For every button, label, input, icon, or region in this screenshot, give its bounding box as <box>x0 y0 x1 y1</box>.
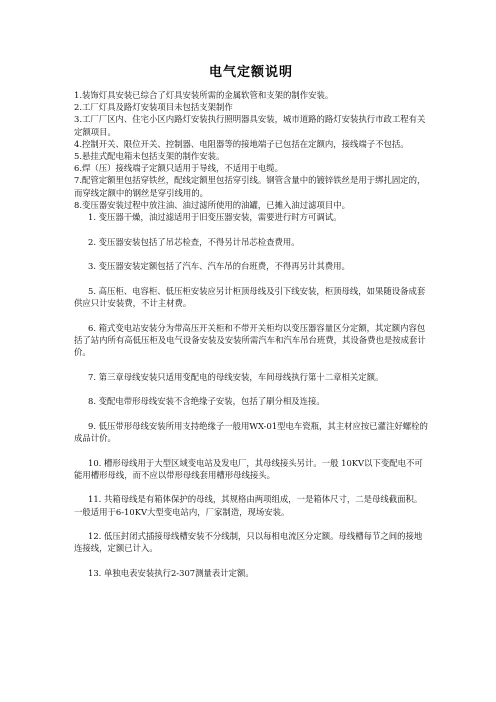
paragraph-item: 1. 变压器干燥，油过滤适用于旧变压器安装，需要进行时方可调试。 <box>88 212 342 223</box>
paragraph-item: 2. 变压器安装包括了吊芯检查，不得另计吊芯检查费用。 <box>88 236 300 247</box>
note-item: 7.配管定额里包括穿铁丝，配线定额里包括穿引线。钢管含量中的镀锌铁丝是用于绑扎固定的，而穿线定额中的钢丝是穿引线用的。 <box>74 175 426 198</box>
paragraph-item: 7. 第三章母线安装只适用变配电的母线安装，车间母线执行第十二章相关定额。 <box>88 371 384 382</box>
note-item: 3.工厂厂区内、住宅小区内路灯安装执行照明器具安装，城市道路的路灯安装执行市政工程有关定额项目。 <box>74 114 426 137</box>
paragraph-item: 6. 箱式变电站安装分为带高压开关柜和不带开关柜均以变压器容量区分定额，其定额内容包括了站内所有高低压柜及电气设备安装及安装所需汽车和汽车吊台班费，其设备费也是按成套计价。 <box>74 322 426 358</box>
indented-paragraphs-list <box>74 211 428 579</box>
note-item: 8.变压器安装过程中放注油、油过滤所使用的油罐，已摊入油过滤项目中。 <box>74 199 350 210</box>
paragraph-item: 5. 高压柜、电容柜、低压柜安装应另计柜顶母线及引下线安装，柜顶母线，如果随设备成套供应只计安装费，不计主材费。 <box>74 285 426 309</box>
note-item: 5.悬挂式配电箱未包括支架的制作安装。 <box>74 151 225 162</box>
paragraph-item: 13. 单独电表安装执行2-307测量表计定额。 <box>88 567 254 578</box>
paragraph-item: 10. 槽形母线用于大型区域变电站及发电厂，其母线接头另计。一般 10KV以下变配电不可能用槽形母线，而不应以带形母线套用槽形母线接头。 <box>74 457 423 480</box>
note-item: 2.工厂灯具及路灯安装项目未包括支架制作 <box>74 102 233 113</box>
document-title: 电气定额说明 <box>208 65 293 80</box>
note-item: 6.焊（压）接线端子定额只适用于导线，不适用于电缆。 <box>74 163 283 174</box>
note-item: 4.控制开关、限位开关、控制器、电阻器等的接地端子已包括在定额内，接线端子不包括。 <box>74 138 409 149</box>
paragraph-item: 8. 变配电带形母线安装不含绝缘子安装，包括了刷分相及连接。 <box>88 396 325 407</box>
paragraph-item: 3. 变压器安装定额包括了汽车、汽车吊的台班费，不得再另计其费用。 <box>88 261 350 272</box>
note-item: 1.装饰灯具安装已综合了灯具安装所需的金属软管和支架的制作安装。 <box>74 90 334 100</box>
paragraph-item: 9. 低压带形母线安装所用支持绝缘子一般用WX-01型电车瓷瓶，其主材应按已灌注好螺栓的成品计价。 <box>74 420 428 443</box>
numbered-notes-list <box>74 89 428 211</box>
paragraph-item: 11. 共箱母线是有箱体保护的母线，其规格由两项组成，一是箱体尺寸，二是母线截面积。一般适用于6-10KV大型变电站内，厂家制造，现场安装。 <box>74 494 423 517</box>
paragraph-item: 12. 低压封闭式插接母线槽安装不分线制，只以每相电流区分定额。母线槽每节之间的接地连接线，定额已计入。 <box>74 531 423 554</box>
